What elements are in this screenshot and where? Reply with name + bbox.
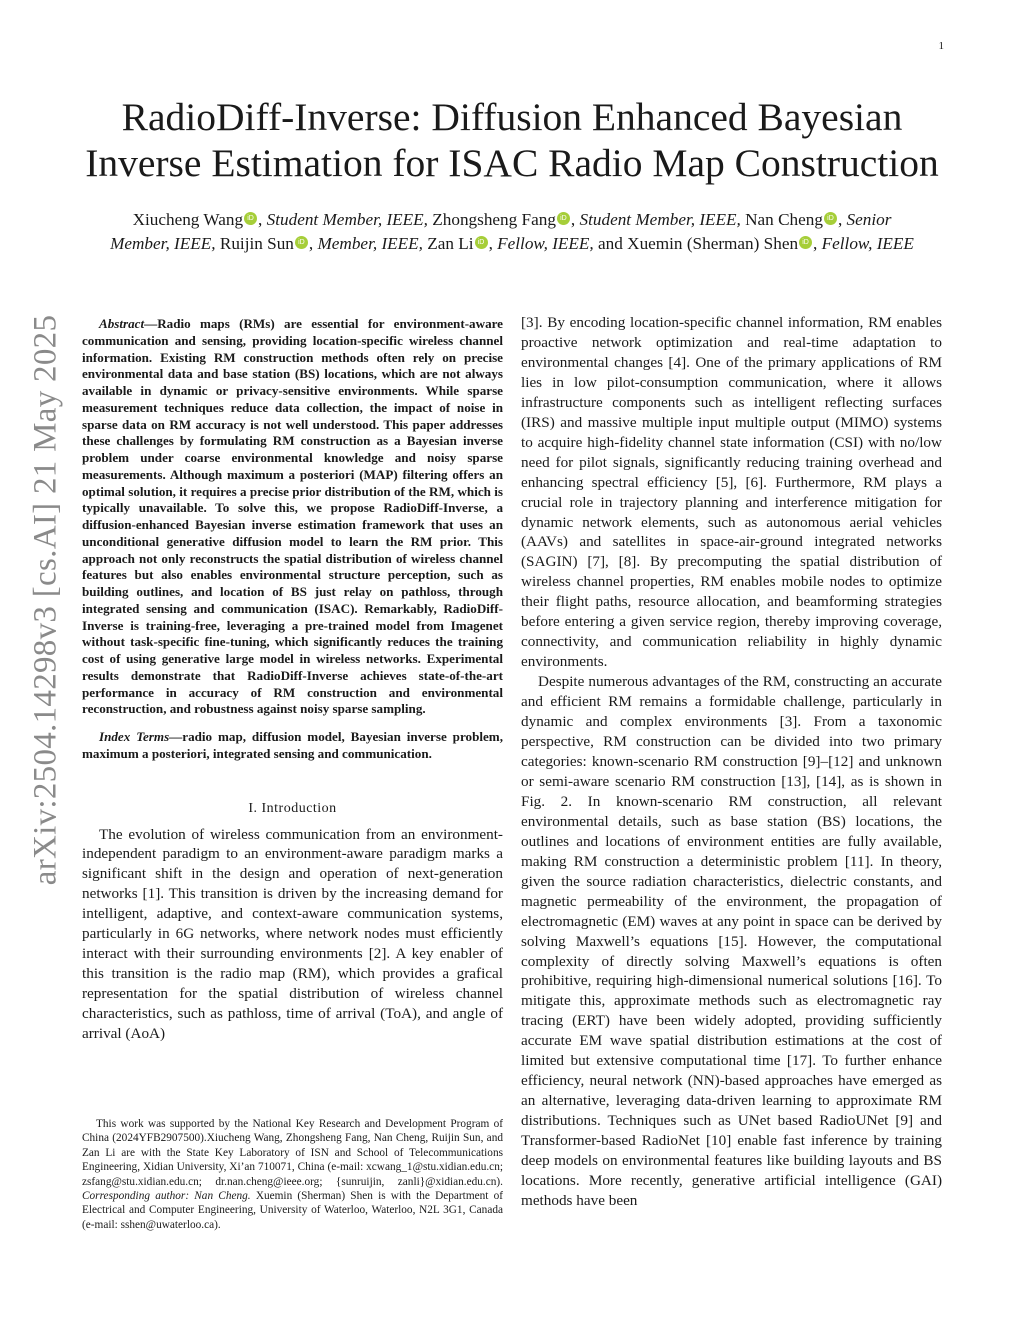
footnote (82, 1117, 503, 1232)
orcid-icon[interactable]: iD (799, 236, 812, 249)
index-terms-label: Index Terms (99, 729, 170, 744)
author-role: Member, IEEE, (110, 234, 216, 253)
author-role: Fellow, IEEE, (497, 234, 594, 253)
orcid-icon[interactable]: iD (557, 212, 570, 225)
author-role: Fellow, IEEE (821, 234, 914, 253)
left-column (82, 316, 503, 1044)
intro-paragraph-right-1: [3]. By encoding location-specific channel information, RM enables proactive network optimization and real-time adaptation to environmental changes [4]. One of the primary applications of RM lies in low pilot-consumption communication, where it allows infrastructure components such as intelligent reflecting surfaces (IRS) and massive multiple input multiple output (MIMO) systems to acquire high-fidelity channel state information (CSI) with no/low need for pilot signals, significantly reducing training overhead and enhancing spectral efficiency [5], [6]. Furthermore, RM plays a crucial role in trajectory planning and interference mitigation for dynamic network elements, such as autonomous aerial vehicles (AAVs) and satellites in space-air-ground integrated networks (SAGIN) [7], [8]. By precomputing the spatial distribution of wireless channel properties, RM enables mobile nodes to optimize their flight paths, resource allocation, and beamforming strategies before entering a given service region, thereby improving coverage, connectivity, and communication reliability in highly dynamic environments. (521, 314, 942, 671)
section-heading: I. Introduction (248, 800, 337, 816)
page-number: 1 (938, 40, 944, 52)
author-line-1: Xiucheng Wang iD , Student Member, IEEE, Zhongsheng Fang iD , Student Member, IEEE, Nan Cheng iD , Senior (132, 210, 892, 229)
author-role: Student Member, IEEE, (266, 210, 428, 229)
author-role: Senior (846, 210, 892, 229)
author-line-2: Member, IEEE, Ruijin Sun iD , Member, IEEE, Zan Li iD , Fellow, IEEE, and Xuemin (Sherman) Shen iD , Fellow, IEEE (110, 234, 914, 253)
footnote-text: This work was supported by the National Key Research and Development Program of China (2024YFB2907500).Xiucheng Wang, Zhongsheng Fang, Nan Cheng, Ruijin Sun, and Zan Li are with the State Key Laboratory of ISN and School of Telecommunications Engineering, Xidian University, Xi’an 710071, China (e-mail: xcwang_1@stu.xidian.edu.cn; zsfang@stu.xidian.edu.cn; dr.nan.cheng@ieee.org; {sunruijin, zanli}@xidian.edu.cn). (82, 1118, 503, 1188)
author-name: Zan Li (427, 234, 474, 253)
author-list (80, 208, 944, 256)
title-line-1: RadioDiff-Inverse: Diffusion Enhanced Bayesian (121, 95, 903, 139)
author-name: Zhongsheng Fang (432, 210, 556, 229)
author-conjunction: and (598, 234, 623, 253)
right-column (521, 313, 942, 1211)
author-name: Xiucheng Wang (132, 210, 244, 229)
paper-title (80, 94, 944, 186)
footnote-corresponding: Corresponding author: Nan Cheng. (82, 1190, 251, 1203)
orcid-icon[interactable]: iD (824, 212, 837, 225)
index-terms (82, 729, 503, 763)
title-line-2: Inverse Estimation for ISAC Radio Map Construction (85, 141, 939, 185)
abstract-text: —Radio maps (RMs) are essential for environment-aware communication and sensing, providing location-specific wireless channel information. Existing RM construction methods often rely on precise environmental data and base station (BS) locations, which are not always available in dynamic or privacy-sensitive environments. While sparse measurement techniques reduce data collection, the impact of noise in sparse data on RM accuracy is not well understood. This paper addresses these challenges by formulating RM construction as a Bayesian inverse problem under coarse environmental knowledge and noisy sparse measurements. Although maximum a posteriori (MAP) filtering offers an optimal solution, it requires a precise prior distribution of the RM, which is typically unavailable. To solve this, we propose RadioDiff-Inverse, a diffusion-enhanced Bayesian inverse estimation framework that uses an unconditional generative diffusion model to learn the RM prior. This approach not only reconstructs the spatial distribution of wireless channel features but also enables environmental structure perception, such as building outlines, and location of BS just relay on pathloss, through integrated sensing and communication (ISAC). Remarkably, RadioDiff-Inverse is training-free, leveraging a pre-trained model from Imagenet without task-specific fine-tuning, which significantly reduces the training cost of using generative large model in wireless networks. Experimental results demonstrate that RadioDiff-Inverse achieves state-of-the-art performance in accuracy of RM construction and environmental reconstruction, and robustness against noisy sparse sampling. (82, 316, 503, 717)
arxiv-stamp: arXiv:2504.14298v3 [cs.AI] 21 May 2025 (27, 314, 64, 886)
abstract-label: Abstract (99, 316, 145, 331)
intro-paragraph-right-2: Despite numerous advantages of the RM, constructing an accurate and efficient RM remains a formidable challenge, particularly in dynamic and complex environments [3]. From a taxonomic perspective, RM construction can be divided into two primary categories: known-scenario RM construction [9]–[12] and unknown or semi-aware scenario RM construction [13], [14], as is shown in Fig. 2. In known-scenario RM construction, all relevant environmental details, such as base station (BS) locations, the outlines and locations of environment entities are fully available, making RM construction a deterministic problem [11]. In theory, given the source radiation characteristics, dielectric constants, and magnetic permeability of the environment, the propagation of electromagnetic (EM) waves at any point in space can be derived by solving Maxwell’s equations [15]. However, the computational complexity of directly solving Maxwell’s equations is often prohibitive, requiring high-dimensional numerical solutions [16]. To mitigate this, approximate methods such as electromagnetic ray tracing (ERT) have been widely adopted, providing sufficiently accurate EM wave spatial distribution estimations at the cost of limited but extensive computational time [17]. To further enhance efficiency, neural network (NN)-based approaches have emerged as an alternative, leveraging data-driven learning to approximate RM distributions. Techniques such as UNet based RadioUNet [9] and Transformer-based RadioNet [10] enable fast inference by training deep models on environmental features like building layouts and BS locations. More recently, generative artificial intelligence (GAI) methods have been (521, 673, 942, 1209)
author-role: Student Member, IEEE, (579, 210, 741, 229)
author-name: Nan Cheng (745, 210, 823, 229)
footnote-affiliation: Xuemin (Sherman) Shen is with the Department of Electrical and Computer Engineering, University of Waterloo, Waterloo, N2L 3G1, Canada (e-mail: sshen@uwaterloo.ca). (82, 1190, 504, 1231)
intro-paragraph-left: The evolution of wireless communication from an environment-independent paradigm to an environment-aware paradigm marks a significant shift in the design and operation of next-generation networks [1]. This transition is driven by the increasing demand for intelligent, adaptive, and context-aware communication systems, particularly in 6G networks, where network nodes must efficiently interact with their surrounding environments [2]. A key enabler of this transition is the radio map (RM), which provides a grafical representation for the spatial distribution of wireless channel characteristics, such as pathloss, time of arrival (ToA), and angle of arrival (AoA) (82, 825, 503, 1043)
abstract (82, 316, 503, 718)
orcid-icon[interactable]: iD (295, 236, 308, 249)
author-role: Member, IEEE, (317, 234, 423, 253)
author-name: Ruijin Sun (219, 234, 294, 253)
author-name: Xuemin (Sherman) Shen (627, 234, 799, 253)
orcid-icon[interactable]: iD (244, 212, 257, 225)
orcid-icon[interactable]: iD (475, 236, 488, 249)
index-terms-text: —radio map, diffusion model, Bayesian inverse problem, maximum a posteriori, integrated sensing and communication. (82, 729, 503, 761)
